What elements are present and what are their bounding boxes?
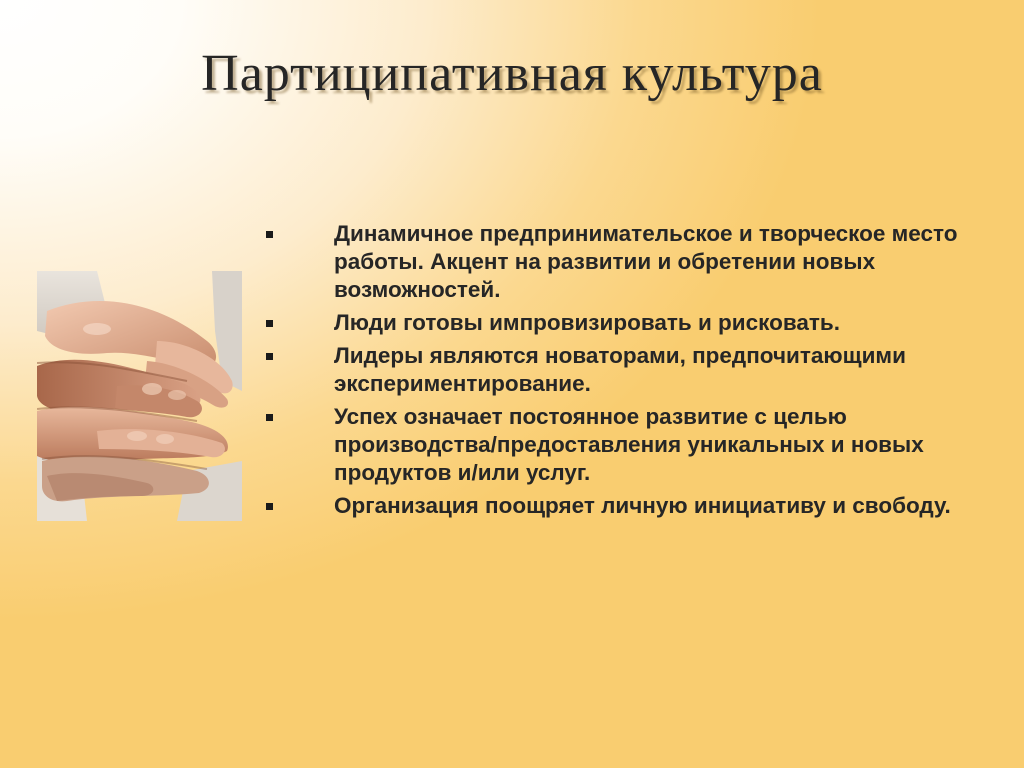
- bullet-text: Люди готовы импровизировать и рисковать.: [334, 310, 840, 335]
- bullet-list: [262, 220, 962, 520]
- list-item: [262, 220, 962, 304]
- list-item: [262, 492, 962, 520]
- stacked-hands-photo: [37, 271, 242, 521]
- list-item: [262, 403, 962, 487]
- square-bullet-icon: [266, 414, 273, 421]
- bullet-text: Лидеры являются новаторами, предпочитающими экспериментирование.: [334, 343, 906, 396]
- square-bullet-icon: [266, 353, 273, 360]
- bullet-content: [262, 220, 962, 525]
- list-item: [262, 309, 962, 337]
- list-item: [262, 342, 962, 398]
- square-bullet-icon: [266, 231, 273, 238]
- slide-title: Партиципативная культура: [201, 45, 823, 102]
- square-bullet-icon: [266, 320, 273, 327]
- bullet-text: Успех означает постоянное развитие с целью производства/предоставления уникальных и новых продуктов и/или услуг.: [334, 404, 924, 485]
- bullet-text: Динамичное предпринимательское и творческое место работы. Акцент на развитии и обретении новых возможностей.: [334, 221, 958, 302]
- bullet-text: Организация поощряет личную инициативу и свободу.: [334, 493, 951, 518]
- square-bullet-icon: [266, 503, 273, 510]
